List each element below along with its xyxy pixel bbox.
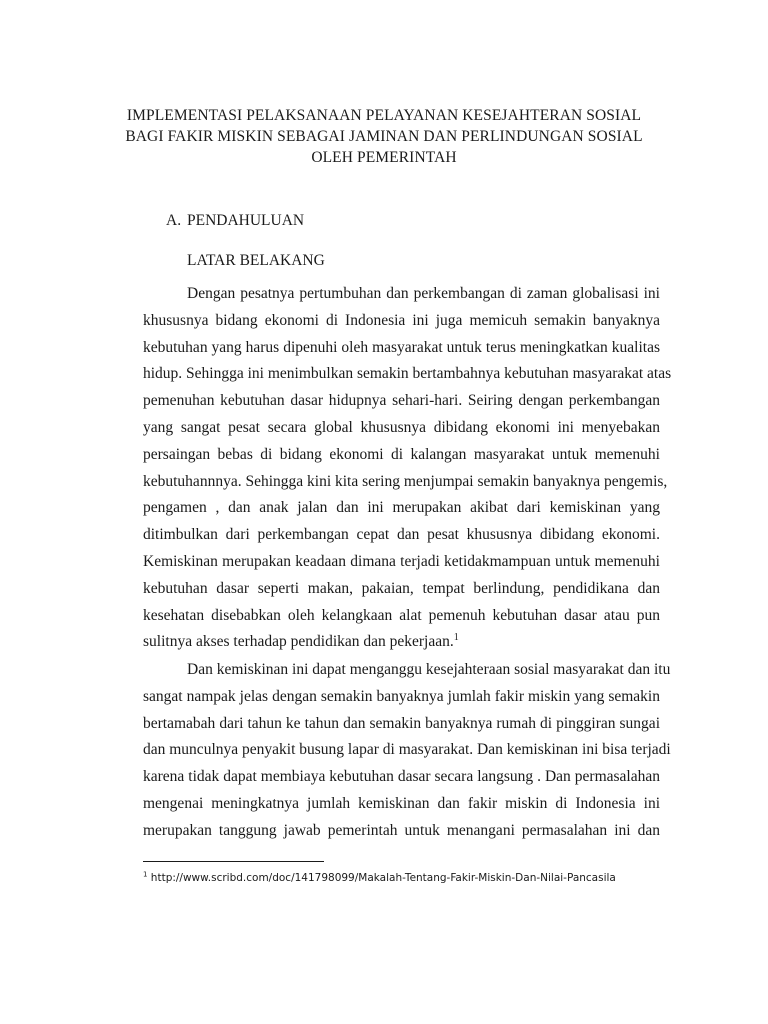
paragraph-line: hidup. Sehingga ini menimbulkan semakin bertambahnya kebutuhan masyarakat atas	[143, 365, 672, 383]
paragraph-line: persaingan bebas di bidang ekonomi di kalangan masyarakat untuk memenuhi	[143, 445, 660, 463]
paragraph-line: Dan kemiskinan ini dapat menganggu kesejahteraan sosial masyarakat dan itu	[187, 661, 671, 678]
section-letter: A.	[166, 212, 182, 229]
paragraph-line: kebutuhan dasar seperti makan, pakaian, tempat berlindung, pendidikana dan	[143, 579, 660, 597]
title-line: OLEH PEMERINTAH	[311, 149, 457, 166]
footnote-reference[interactable]: 1	[453, 632, 459, 644]
paragraph-line: ditimbulkan dari perkembangan cepat dan pesat khususnya dibidang ekonomi.	[143, 526, 660, 544]
paragraph-line: kesehatan disebabkan oleh kelangkaan alat pemenuh kebutuhan dasar atau pun	[143, 606, 660, 624]
paragraph-line-text: sulitnya akses terhadap pendidikan dan pekerjaan.	[143, 633, 454, 651]
paragraph-line: Kemiskinan merupakan keadaan dimana terjadi ketidakmampuan untuk memenuhi	[143, 552, 660, 570]
footnote	[143, 871, 616, 885]
paragraph-line: bertamabah dari tahun ke tahun dan semakin banyaknya rumah di pinggiran sungai	[143, 714, 660, 732]
paragraph-line: khususnya bidang ekonomi di Indonesia ini juga memicuh semakin banyaknya	[143, 311, 660, 329]
paragraph-2	[143, 657, 671, 845]
footnote-link[interactable]: http://www.scribd.com/doc/141798099/Makalah-Tentang-Fakir-Miskin-Dan-Nilai-Pancasila	[147, 872, 616, 884]
paragraph-line: kebutuhannnya. Sehingga kini kita sering menjumpai semakin banyaknya pengemis,	[143, 472, 668, 490]
subheading: LATAR BELAKANG	[187, 252, 325, 269]
paragraph-line: dan munculnya penyakit busung lapar di masyarakat. Dan kemiskinan ini bisa terjadi	[143, 741, 671, 759]
paragraph-line-last	[143, 629, 660, 656]
section-title: PENDAHULUAN	[187, 212, 305, 229]
paragraph-line: sangat nampak jelas dengan semakin banyaknya jumlah fakir miskin yang semakin	[143, 687, 660, 705]
paragraph-line: yang sangat pesat secara global khususnya dibidang ekonomi ini menyebakan	[143, 418, 660, 436]
footnote-separator	[143, 861, 324, 862]
paragraph-line: kebutuhan yang harus dipenuhi oleh masyarakat untuk terus meningkatkan kualitas	[143, 338, 660, 356]
paragraph-line: pengamen , dan anak jalan dan ini merupakan akibat dari kemiskinan yang	[143, 499, 660, 517]
paragraph-line: pemenuhan kebutuhan dasar hidupnya sehari-hari. Seiring dengan perkembangan	[143, 392, 660, 410]
section-heading	[166, 211, 304, 231]
title-line: IMPLEMENTASI PELAKSANAAN PELAYANAN KESEJAHTERAN SOSIAL	[126, 107, 642, 124]
document-title	[120, 105, 648, 168]
footnote-number: 1	[143, 870, 148, 879]
paragraph-line: karena tidak dapat membiaya kebutuhan dasar secara langsung . Dan permasalahan	[143, 768, 660, 786]
paragraph-1	[143, 281, 672, 656]
paragraph-line: Dengan pesatnya pertumbuhan dan perkembangan di zaman globalisasi ini	[187, 285, 660, 302]
paragraph-line: merupakan tanggung jawab pemerintah untuk menangani permasalahan ini dan	[143, 821, 660, 839]
paragraph-line: mengenai meningkatnya jumlah kemiskinan dan fakir miskin di Indonesia ini	[143, 794, 660, 812]
title-line: BAGI FAKIR MISKIN SEBAGAI JAMINAN DAN PERLINDUNGAN SOSIAL	[125, 128, 643, 145]
